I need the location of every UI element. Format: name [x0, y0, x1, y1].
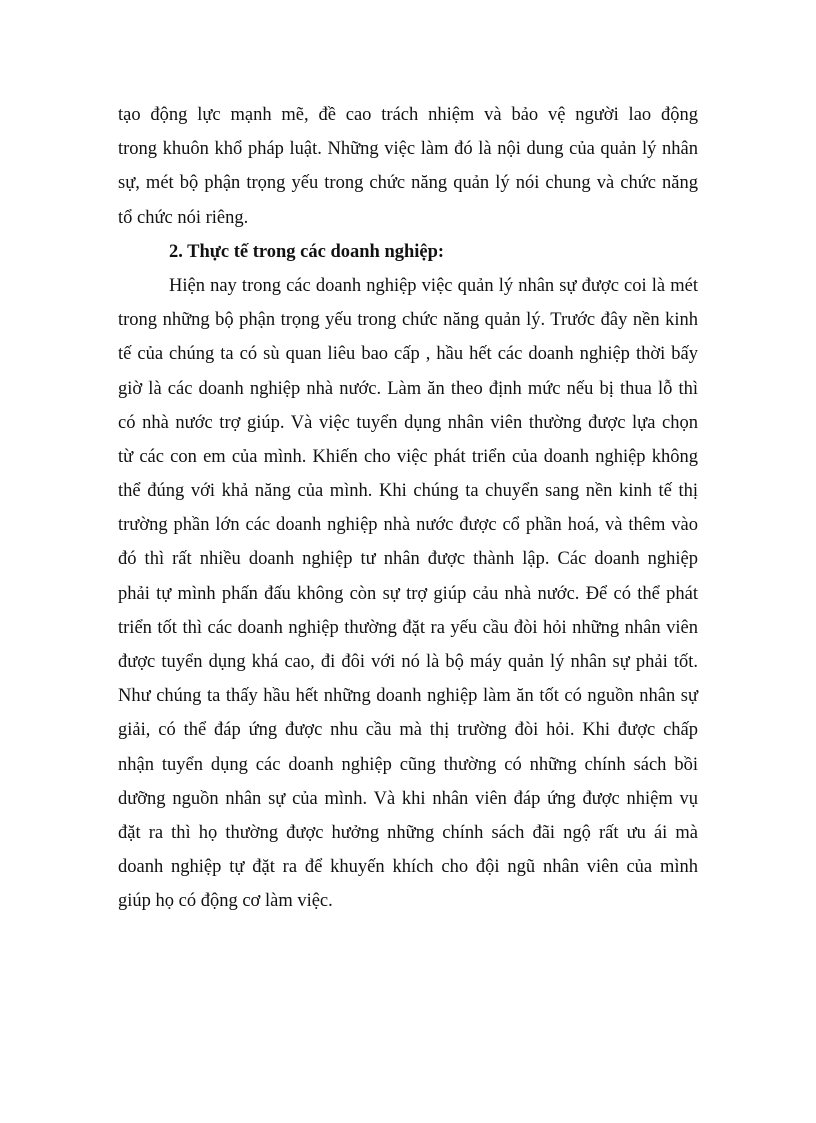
- text-line: sự, mét bộ phận trọng yếu trong chức năng quản lý nói chung và chức năng: [118, 173, 698, 194]
- text-line: tế của chúng ta có sù quan liêu bao cấp , hầu hết các doanh nghiệp thời bấy: [118, 344, 698, 365]
- text-line: nhận tuyển dụng các doanh nghiệp cũng thường có những chính sách bồi: [118, 754, 698, 775]
- text-line: trường phần lớn các doanh nghiệp nhà nước được cổ phần hoá, và thêm vào: [118, 515, 698, 536]
- text-line: dưỡng nguồn nhân sự của mình. Và khi nhân viên đáp ứng được nhiệm vụ: [118, 788, 698, 809]
- text-line: được tuyển dụng khá cao, đi đôi với nó là bộ máy quản lý nhân sự phải tốt.: [118, 652, 698, 672]
- text-line: có nhà nước trợ giúp. Và việc tuyển dụng nhân viên thường được lựa chọn: [118, 412, 698, 433]
- text-line: phải tự mình phấn đấu không còn sự trợ giúp cảu nhà nước. Để có thể phát: [118, 583, 698, 604]
- body-text: [118, 98, 698, 919]
- text-line: giải, có thể đáp ứng được nhu cầu mà thị trường đòi hỏi. Khi được chấp: [118, 720, 698, 741]
- text-line: đó thì rất nhiều doanh nghiệp tư nhân được thành lập. Các doanh nghiệp: [118, 549, 698, 570]
- paragraph-1: [118, 98, 698, 235]
- text-line: doanh nghiệp tự đặt ra để khuyến khích cho đội ngũ nhân viên của mình: [118, 857, 698, 878]
- text-line: trong khuôn khổ pháp luật. Những việc làm đó là nội dung của quản lý nhân: [118, 139, 698, 160]
- text-line: tạo động lực mạnh mẽ, đề cao trách nhiệm và bảo vệ người lao động: [118, 105, 698, 125]
- paragraph-2: [118, 269, 698, 919]
- text-line: thể đúng với khả năng của mình. Khi chúng ta chuyển sang nền kinh tế thị: [118, 481, 698, 502]
- text-line: Như chúng ta thấy hầu hết những doanh nghiệp làm ăn tốt có nguồn nhân sự: [118, 686, 698, 707]
- text-line: giờ là các doanh nghiệp nhà nước. Làm ăn theo định mức nếu bị thua lỗ thì: [118, 378, 698, 399]
- text-line: Hiện nay trong các doanh nghiệp việc quản lý nhân sự được coi là mét: [169, 275, 698, 296]
- text-line: trong những bộ phận trọng yếu trong chức năng quản lý. Trước đây nền kinh: [118, 310, 698, 331]
- text-line: từ các con em của mình. Khiến cho việc phát triển của doanh nghiệp không: [118, 446, 698, 467]
- section-heading: 2. Thực tế trong các doanh nghiệp:: [169, 241, 445, 262]
- text-line: tổ chức nói riêng.: [118, 207, 249, 228]
- text-line: đặt ra thì họ thường được hưởng những chính sách đãi ngộ rất ưu ái mà: [118, 822, 698, 843]
- text-line: giúp họ có động cơ làm việc.: [118, 891, 333, 912]
- text-line: triển tốt thì các doanh nghiệp thường đặt ra yếu cầu đòi hỏi những nhân viên: [118, 617, 698, 638]
